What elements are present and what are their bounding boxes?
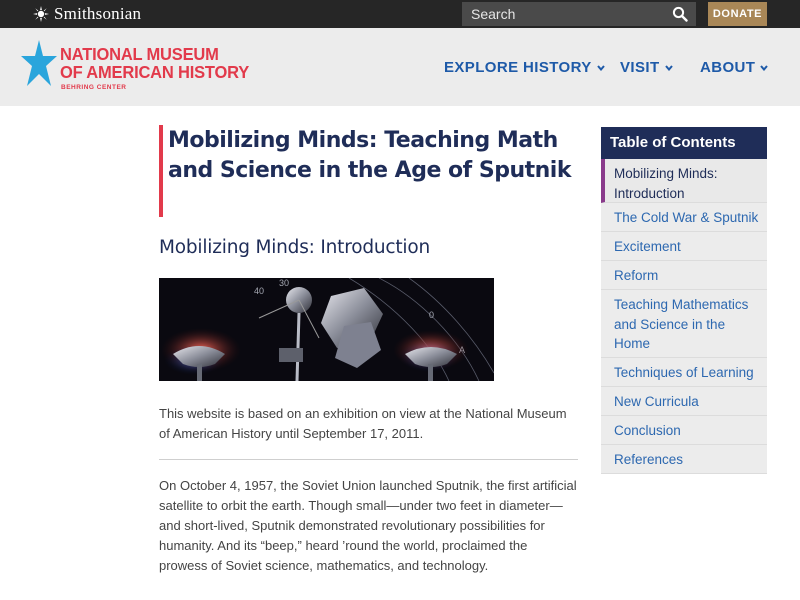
nmah-logo[interactable]	[21, 40, 261, 100]
search-box	[462, 2, 696, 26]
toc-item-introduction[interactable]: Mobilizing Minds: Introduction	[601, 159, 767, 203]
body-paragraph: On October 4, 1957, the Soviet Union launched Sputnik, the first artificial satellite to orbit the earth. Though small—under two feet in diameter—and short-lived, Sputnik demonstrated revolutionary possibilities for humanity. And its “beep,” heard ’round the world, proclaimed the prowess of Soviet science, mathematics, and technology.	[159, 478, 577, 573]
nav-about[interactable]	[700, 59, 768, 76]
smithsonian-sun-icon	[33, 6, 49, 22]
chevron-down-icon	[760, 65, 768, 71]
toc-item-techniques[interactable]: Techniques of Learning	[601, 358, 767, 387]
nav-label: EXPLORE HISTORY	[444, 59, 592, 76]
nav-explore-history[interactable]	[444, 59, 605, 76]
smithsonian-wordmark: Smithsonian	[54, 4, 142, 23]
page-title: Mobilizing Minds: Teaching Math and Science in the Age of Sputnik	[168, 128, 571, 183]
logo-line-2: OF AMERICAN HISTORY	[60, 62, 250, 83]
search-input[interactable]	[462, 2, 662, 26]
nav-label: VISIT	[620, 59, 660, 76]
logo-line-1: NATIONAL MUSEUM	[60, 44, 219, 65]
toc-item-reform[interactable]: Reform	[601, 261, 767, 290]
sputnik-exhibit-illustration	[159, 278, 494, 381]
toc-heading: Table of Contents	[601, 127, 767, 159]
toc-item-conclusion[interactable]: Conclusion	[601, 416, 767, 445]
star-logo-icon	[21, 40, 57, 86]
toc-item-new-curricula[interactable]: New Curricula	[601, 387, 767, 416]
svg-text:30: 30	[279, 278, 290, 288]
chevron-down-icon	[665, 65, 673, 71]
toc-item-home[interactable]: Teaching Mathematics and Science in the Home	[601, 290, 767, 358]
table-of-contents	[601, 127, 767, 474]
smithsonian-logo[interactable]	[33, 4, 141, 24]
section-subtitle: Mobilizing Minds: Introduction	[159, 237, 430, 258]
smithsonian-topbar	[0, 0, 800, 28]
nav-visit[interactable]	[620, 59, 673, 76]
content-divider	[159, 459, 578, 460]
donate-button[interactable]: DONATE	[708, 2, 767, 26]
svg-text:0: 0	[429, 310, 435, 320]
toc-item-cold-war[interactable]: The Cold War & Sputnik	[601, 203, 767, 232]
chevron-down-icon	[597, 65, 605, 71]
intro-paragraph: This website is based on an exhibition on view at the National Museum of American History until September 17, 2011.	[159, 406, 567, 441]
museum-header	[0, 28, 800, 106]
toc-item-excitement[interactable]: Excitement	[601, 232, 767, 261]
nav-label: ABOUT	[700, 59, 756, 76]
hero-image	[159, 278, 494, 381]
logo-line-3: BEHRING CENTER	[61, 84, 127, 91]
toc-item-references[interactable]: References	[601, 445, 767, 474]
svg-text:40: 40	[254, 286, 265, 296]
page-title-block	[159, 125, 583, 217]
search-icon[interactable]	[672, 6, 688, 22]
